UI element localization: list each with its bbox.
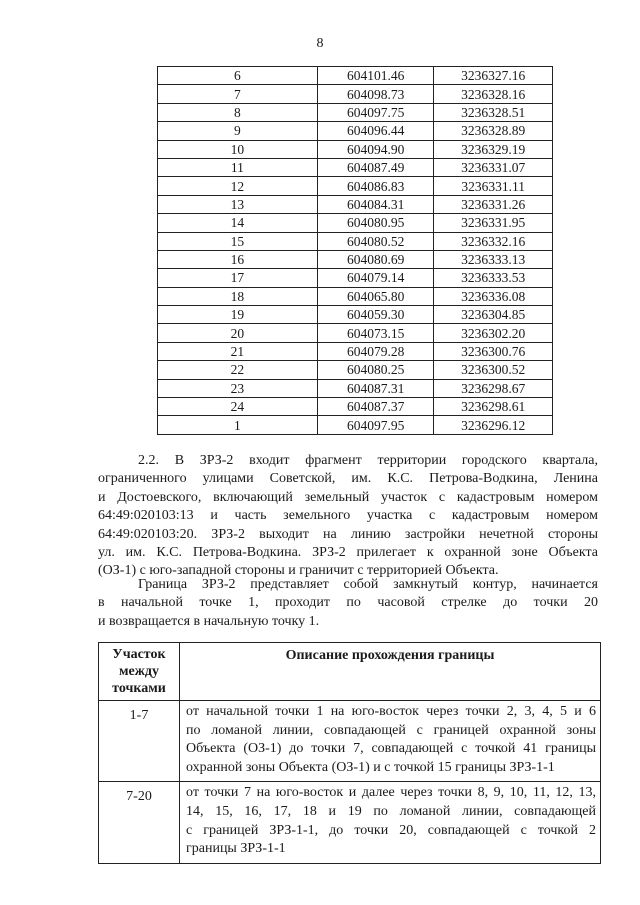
table-row (158, 379, 553, 397)
description-line: Объекта (ОЗ-1) до точки 7, совпадающей с точкой 41 границы (186, 741, 596, 757)
x-coordinate-cell: 604084.31 (317, 195, 434, 213)
paragraph-zrz2-boundary (98, 576, 598, 631)
table-row (158, 158, 553, 176)
y-coordinate-cell: 3236304.85 (434, 306, 553, 324)
y-coordinate-cell: 3236331.11 (434, 177, 553, 195)
paragraph-line: ул. им. К.С. Петрова-Водкина. ЗРЗ-2 прилегает к охранной зоне Объекта (98, 545, 598, 561)
table-row (158, 306, 553, 324)
y-coordinate-cell: 3236336.08 (434, 287, 553, 305)
x-coordinate-cell: 604101.46 (317, 67, 434, 85)
x-coordinate-cell: 604080.69 (317, 250, 434, 268)
x-coordinate-cell: 604098.73 (317, 85, 434, 103)
description-line: от точки 7 на юго-восток и далее через точки 8, 9, 10, 11, 12, 13, (186, 785, 596, 801)
y-coordinate-cell: 3236328.89 (434, 122, 553, 140)
x-coordinate-cell: 604087.37 (317, 398, 434, 416)
description-line: 14, 15, 16, 17, 18 и 19 по ломаной линии, совпадающей (186, 803, 596, 819)
y-coordinate-cell: 3236296.12 (434, 416, 553, 434)
table-row (158, 214, 553, 232)
paragraph-line: ограниченного улицами Советской, им. К.С. Петрова-Водкина, Ленина (98, 471, 598, 487)
paragraph-line: в начальной точке 1, проходит по часовой стрелке до точки 20 (98, 595, 598, 611)
boundary-description-table (98, 642, 601, 864)
table-row (158, 232, 553, 250)
table-row (158, 67, 553, 85)
table-row (158, 177, 553, 195)
paragraph-line: 2.2. В ЗРЗ-2 входит фрагмент территории городского квартала, (138, 453, 598, 468)
table-row (158, 250, 553, 268)
point-number-cell: 24 (158, 398, 318, 416)
y-coordinate-cell: 3236302.20 (434, 324, 553, 342)
x-coordinate-cell: 604079.28 (317, 342, 434, 360)
x-coordinate-cell: 604080.25 (317, 361, 434, 379)
point-number-cell: 16 (158, 250, 318, 268)
y-coordinate-cell: 3236331.07 (434, 158, 553, 176)
table-row (158, 140, 553, 158)
y-coordinate-cell: 3236333.53 (434, 269, 553, 287)
table-row (158, 122, 553, 140)
x-coordinate-cell: 604080.95 (317, 214, 434, 232)
x-coordinate-cell: 604079.14 (317, 269, 434, 287)
paragraph-line: и Достоевского, включающий земельный участок с кадастровым номером (98, 489, 598, 505)
point-number-cell: 13 (158, 195, 318, 213)
x-coordinate-cell: 604087.31 (317, 379, 434, 397)
x-coordinate-cell: 604086.83 (317, 177, 434, 195)
y-coordinate-cell: 3236327.16 (434, 67, 553, 85)
table-row (158, 195, 553, 213)
x-coordinate-cell: 604065.80 (317, 287, 434, 305)
table-row (158, 342, 553, 360)
y-coordinate-cell: 3236300.76 (434, 342, 553, 360)
y-coordinate-cell: 3236328.16 (434, 85, 553, 103)
table-row (158, 398, 553, 416)
point-number-cell: 14 (158, 214, 318, 232)
description-line: от начальной точки 1 на юго-восток через точки 2, 3, 4, 5 и 6 (186, 704, 596, 719)
table-row (99, 782, 601, 863)
description-line: по ломаной линии, совпадающей с границей охранной зоны (186, 722, 596, 738)
x-coordinate-cell: 604097.95 (317, 416, 434, 434)
point-number-cell: 11 (158, 158, 318, 176)
description-line: с границей ЗРЗ-1-1, до точки 20, совпадающей с точкой 2 (186, 822, 596, 838)
point-number-cell: 7 (158, 85, 318, 103)
y-coordinate-cell: 3236333.13 (434, 250, 553, 268)
point-number-cell: 1 (158, 416, 318, 434)
description-line: охранной зоны Объекта (ОЗ-1) и с точкой 15 границы ЗРЗ-1-1 (186, 759, 555, 775)
y-coordinate-cell: 3236298.67 (434, 379, 553, 397)
paragraph-zrz2-description (98, 452, 598, 581)
x-coordinate-cell: 604059.30 (317, 306, 434, 324)
point-number-cell: 10 (158, 140, 318, 158)
x-coordinate-cell: 604087.49 (317, 158, 434, 176)
header-section (99, 643, 180, 701)
point-number-cell: 21 (158, 342, 318, 360)
header-description: Описание прохождения границы (180, 643, 601, 701)
y-coordinate-cell: 3236331.26 (434, 195, 553, 213)
paragraph-line: 64:49:020103:13 и часть земельного участка с кадастровым номером (98, 508, 598, 524)
paragraph-line: 64:49:020103:20. ЗРЗ-2 выходит на линию застройки нечетной стороны (98, 526, 598, 542)
point-number-cell: 22 (158, 361, 318, 379)
table-row (99, 701, 601, 782)
paragraph-line: (ОЗ-1) с юго-западной стороны и граничит с территорией Объекта. (98, 563, 499, 579)
point-number-cell: 18 (158, 287, 318, 305)
coordinates-table (157, 66, 553, 435)
point-number-cell: 6 (158, 67, 318, 85)
point-number-cell: 8 (158, 103, 318, 121)
description-line: границы ЗРЗ-1-1 (186, 841, 286, 857)
y-coordinate-cell: 3236332.16 (434, 232, 553, 250)
point-number-cell: 17 (158, 269, 318, 287)
point-number-cell: 23 (158, 379, 318, 397)
section-cell: 1-7 (99, 701, 180, 782)
header-section-line: точками (112, 681, 166, 696)
description-cell (180, 782, 601, 863)
y-coordinate-cell: 3236298.61 (434, 398, 553, 416)
table-row (158, 324, 553, 342)
x-coordinate-cell: 604096.44 (317, 122, 434, 140)
description-cell (180, 701, 601, 782)
point-number-cell: 15 (158, 232, 318, 250)
point-number-cell: 20 (158, 324, 318, 342)
table-row (158, 103, 553, 121)
point-number-cell: 19 (158, 306, 318, 324)
header-section-line: Участок (112, 647, 166, 662)
table-row (158, 269, 553, 287)
point-number-cell: 9 (158, 122, 318, 140)
table-row (158, 416, 553, 434)
y-coordinate-cell: 3236328.51 (434, 103, 553, 121)
y-coordinate-cell: 3236300.52 (434, 361, 553, 379)
table-row (158, 85, 553, 103)
table-row (158, 287, 553, 305)
x-coordinate-cell: 604073.15 (317, 324, 434, 342)
paragraph-line: и возвращается в начальную точку 1. (98, 613, 320, 629)
point-number-cell: 12 (158, 177, 318, 195)
y-coordinate-cell: 3236331.95 (434, 214, 553, 232)
paragraph-line: Граница ЗРЗ-2 представляет собой замкнутый контур, начинается (138, 577, 598, 592)
x-coordinate-cell: 604097.75 (317, 103, 434, 121)
table-row (158, 361, 553, 379)
page-number: 8 (316, 36, 324, 51)
x-coordinate-cell: 604094.90 (317, 140, 434, 158)
header-section-line: между (119, 664, 159, 679)
x-coordinate-cell: 604080.52 (317, 232, 434, 250)
y-coordinate-cell: 3236329.19 (434, 140, 553, 158)
section-cell: 7-20 (99, 782, 180, 863)
